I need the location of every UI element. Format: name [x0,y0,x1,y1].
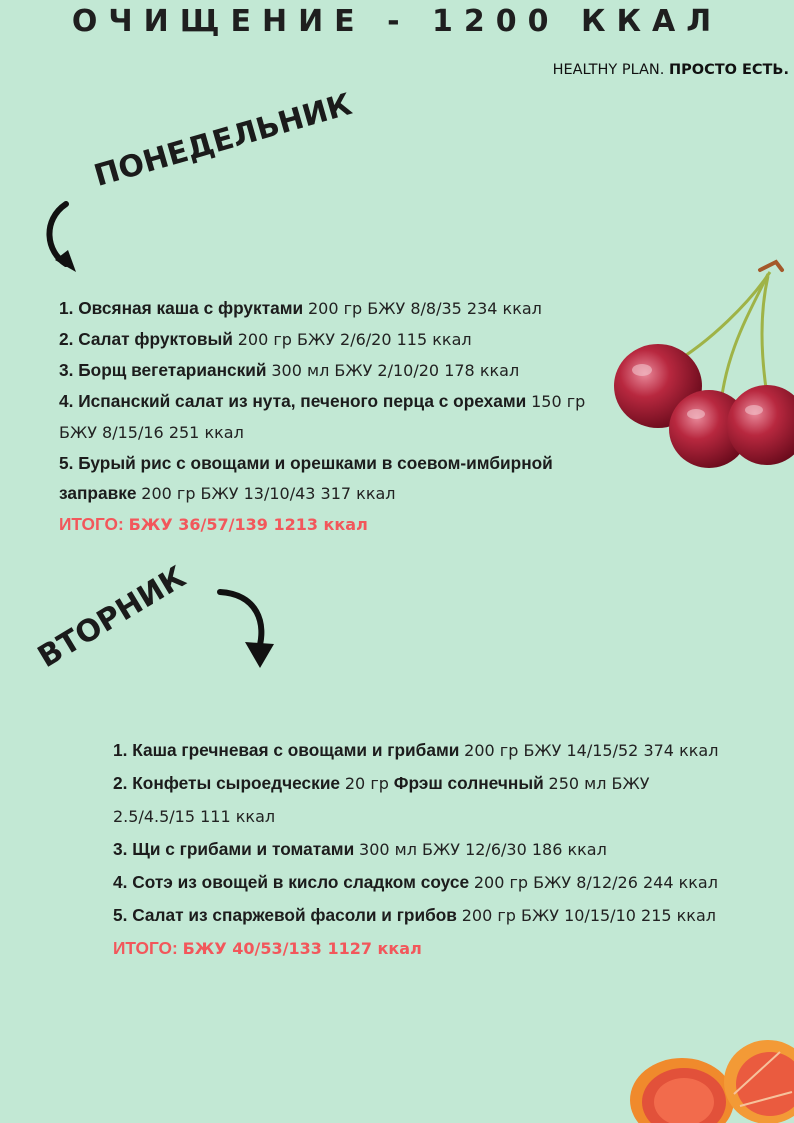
dish-name: Конфеты сыроедческие [132,773,341,793]
dish-name: Борщ вегетарианский [78,360,267,380]
menu-item [113,866,783,899]
dish-name: Каша гречневая с овощами и грибами [132,740,460,760]
dish-number: 1. [113,740,128,760]
day-heading-tuesday: ВТОРНИК [31,559,192,675]
menu-item [113,734,783,767]
dish-number: 4. [59,391,74,411]
menu-item [113,899,783,932]
menu-item [59,355,604,386]
dish-details: 20 гр [344,774,389,793]
dish-name: Сотэ из овощей в кисло сладком соусе [132,872,470,892]
dish-details: 200 гр БЖУ 2/6/20 115 ккал [237,330,472,349]
dish-number: 5. [59,453,74,473]
dish-name: Испанский салат из нута, печеного перца с орехами [78,391,527,411]
total-value: БЖУ 36/57/139 1213 ккал [128,515,368,534]
menu-item [59,448,604,509]
dish-details: 200 гр БЖУ 10/15/10 215 ккал [461,906,716,925]
dish-details: 250 мл БЖУ 2.5/4.5/15 111 ккал [113,774,650,826]
curved-arrow-icon [212,584,282,674]
cherry-illustration [610,252,794,474]
dish-name: Овсяная каша с фруктами [78,298,304,318]
menu-monday [59,293,604,540]
menu-item [59,293,604,324]
dish-number: 2. [59,329,74,349]
dish-details: 200 гр БЖУ 8/12/26 244 ккал [473,873,718,892]
day-heading-monday: ПОНЕДЕЛЬНИК [90,87,356,194]
menu-item [59,386,604,448]
dish-name: Щи с грибами и томатами [132,839,355,859]
menu-item [113,833,783,866]
dish-number: 2. [113,773,128,793]
dish-details: 200 гр БЖУ 8/8/35 234 ккал [308,299,542,318]
dish-number: 3. [59,360,74,380]
day-total [113,932,783,965]
dish-name: Салат из спаржевой фасоли и грибов [132,905,457,925]
dish-number: 3. [113,839,128,859]
dish-name: Салат фруктовый [78,329,233,349]
total-label: ИТОГО: [113,938,178,958]
day-total [59,509,604,540]
tagline [553,62,789,78]
dish-name: Бурый рис с овощами и орешками в соевом-имбирной заправке [59,453,553,503]
dish-number: 1. [59,298,74,318]
tagline-brand: HEALTHY PLAN. [552,62,665,78]
total-label: ИТОГО: [59,514,124,534]
dish-details: 300 мл БЖУ 2/10/20 178 ккал [271,361,520,380]
page-title: ОЧИЩЕНИЕ - 1200 ККАЛ [71,4,723,39]
tagline-slogan: ПРОСТО ЕСТЬ. [669,62,789,78]
dish-details: 200 гр БЖУ 13/10/43 317 ккал [141,484,396,503]
menu-item [113,767,658,833]
dish-details: 200 гр БЖУ 14/15/52 374 ккал [464,741,719,760]
dish-details: 300 мл БЖУ 12/6/30 186 ккал [359,840,607,859]
curved-arrow-icon [40,196,88,278]
orange-illustration [622,1032,794,1123]
dish-details: 150 гр БЖУ 8/15/16 251 ккал [59,392,586,442]
dish-number: 4. [113,872,128,892]
menu-item [59,324,604,355]
total-value: БЖУ 40/53/133 1127 ккал [182,939,422,958]
dish-number: 5. [113,905,128,925]
menu-tuesday [113,734,783,965]
dish-name: Фрэш солнечный [393,773,544,793]
